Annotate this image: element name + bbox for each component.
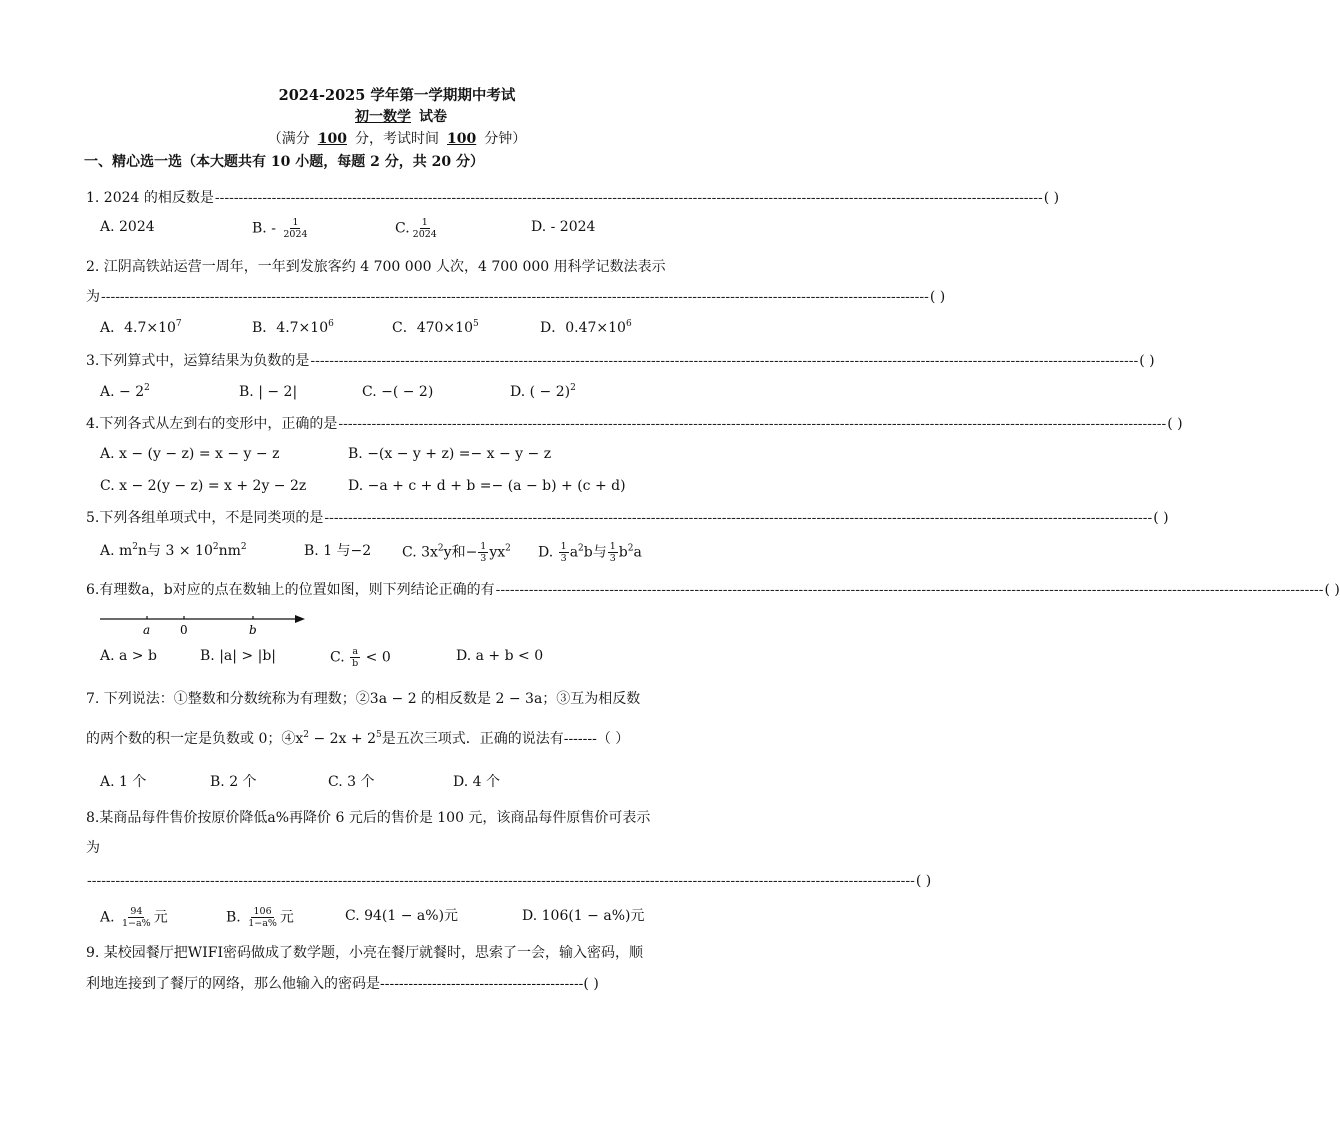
exam-info-line [0,129,794,149]
arrow-right-icon [295,615,305,623]
info-text-b: 分，考试时间 [355,131,439,147]
option-c: C. $3x^2y$和− $\frac{1}{3}$ $yx^2$ [402,541,511,564]
question-5-stem: 5.下列各组单项式中，不是同类项的是 ------------------------------------------------------------------------------------------------------------------------------------------------------------------------------- ( ) [86,510,1169,526]
question-text: 1. 2024 的相反数是 [86,190,214,206]
subject-name: 初一数学 [355,109,411,125]
option-c: C. −( − 2) [362,384,434,400]
section-title: 一、精心选一选（本大题共有 10 小题，每题 2 分，共 20 分） [84,154,484,170]
question-8-line2: 为 [86,840,100,856]
leader-dashes: ------------------------------------------------------------------------------------------------------------------------------------------------------------------------------- [214,190,1043,206]
question-9-line2: 利地连接到了餐厅的网络，那么他输入的密码是-------------------------------------------( ) [86,976,599,992]
option-d: D. - 2024 [531,219,596,235]
option-d: D．$0.47\times 10^6$ [540,319,632,336]
option-c: C. 94(1 − a%)元 [345,908,459,924]
option-a: A. 1 个 [100,774,147,790]
option-d: D. a + b < 0 [456,648,544,664]
question-3-stem: 3.下列算式中，运算结果为负数的是 ------------------------------------------------------------------------------------------------------------------------------------------------------------------------------- ( ) [86,353,1155,369]
option-c: C．$470\times 10^5$ [392,319,479,336]
subject-suffix: 试卷 [419,109,447,125]
option-a: A. 2024 [100,219,155,235]
option-b: B. | − 2| [239,384,298,400]
question-7-line1: 7. 下列说法：①整数和分数统称为有理数；②3a − 2 的相反数是 2 − 3a；③互为相反数 [86,691,641,707]
question-4-stem: 4.下列各式从左到右的变形中，正确的是 ------------------------------------------------------------------------------------------------------------------------------------------------------------------------------- ( ) [86,416,1183,432]
question-8-line1: 8.某商品每件售价按原价降低a%再降价 6 元后的售价是 100 元，该商品每件原售价可表示 [86,810,651,826]
option-b: B. 1 与−2 [304,543,372,559]
info-text-a: （满分 [267,131,310,147]
info-text-c: 分钟） [484,131,527,147]
question-7-line2: 的两个数的积一定是负数或 0；$④x^2 - 2x + 2^5$是五次三项式．正确的说法有-------（ ） [86,730,630,747]
option-a: A. $\frac{94}{1-a\%}$ 元 [100,906,168,929]
question-1-stem [86,188,1060,208]
option-a: A. x − (y − z) = x − y − z [100,446,280,462]
question-2-line1: 2. 江阴高铁站运营一周年，一年到发旅客约 4 700 000 人次，4 700 000 用科学记数法表示 [86,259,666,275]
option-d: D. 106(1 − a%)元 [522,908,645,924]
option-a: A. − $2^2$ [100,383,150,400]
exam-subject-line [0,107,794,127]
question-9-line1: 9. 某校园餐厅把WIFI密码做成了数学题，小亮在餐厅就餐时，思索了一会，输入密码，顺 [86,945,643,961]
option-b: B. $\frac{106}{1-a\%}$ 元 [226,906,294,929]
option-b: B. 2 个 [210,774,257,790]
option-d: D. −a + c + d + b =− (a − b) + (c + d) [348,478,626,494]
option-a: A. a > b [100,648,157,664]
option-a: A．$4.7\times 10^7$ [100,319,182,336]
question-2-stem: 为 ------------------------------------------------------------------------------------------------------------------------------------------------------------------------------- ( ) [86,289,946,305]
question-6-stem: 6.有理数a，b对应的点在数轴上的位置如图，则下列结论正确的有 ------------------------------------------------------------------------------------------------------------------------------------------------------------------------------- ( ) [86,582,1340,598]
number-line-figure [100,610,305,640]
label-b: b [249,623,257,637]
option-a: A. $m^2n$与 $3 \times 10^2nm^2$ [100,542,247,559]
exam-title: 2024-2025 学年第一学期期中考试 [278,87,516,104]
option-b: B. |a| > |b| [200,648,276,664]
option-c: C. x − 2(y − z) = x + 2y − 2z [100,478,307,494]
full-marks-value: 100 [317,131,347,147]
option-b: B．$4.7\times 10^6$ [252,319,334,336]
option-d: D. 4 个 [453,774,500,790]
label-a: a [143,623,151,637]
option-c: C. 3 个 [328,774,375,790]
answer-bracket: ( ) [1043,190,1060,206]
label-zero: 0 [180,623,188,637]
option-d: D. ( − 2)$^2$ [510,383,576,400]
option-b: B. −(x − y + z) =− x − y − z [348,446,552,462]
option-b: B. - $\frac{1}{2024}$ [252,217,308,240]
exam-time-value: 100 [447,131,477,147]
option-c: C. $\frac{1}{2024}$ [395,217,437,240]
question-8-stem: ------------------------------------------------------------------------------------------------------------------------------------------------------------------------------- ( ) [87,873,932,889]
option-c: C. $\frac{a}{b}$ < 0 [330,646,391,669]
option-d: D. $\frac{1}{3}$ $a^2b$与 $\frac{1}{3}$ $b^2a$ [538,541,642,564]
